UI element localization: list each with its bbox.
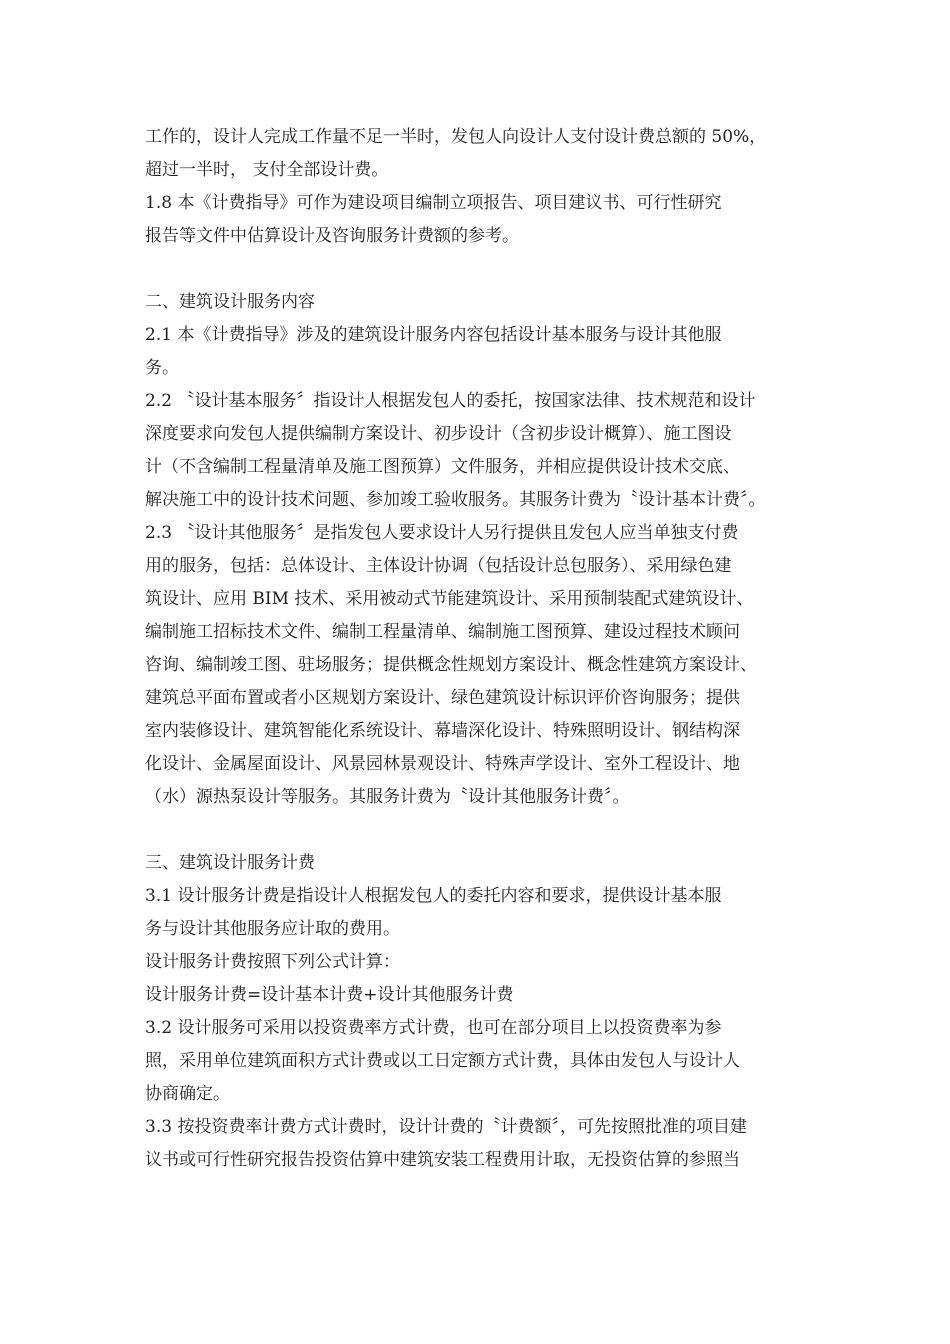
text-line: 议书或可行性研究报告投资估算中建筑安装工程费用计取，无投资估算的参照当: [145, 1150, 740, 1170]
text-line: 编制施工招标技术文件、编制工程量清单、编制施工图预算、建设过程技术顾问: [145, 622, 740, 642]
blank-line: [145, 253, 813, 286]
section-heading: 三、建筑设计服务计费: [145, 853, 315, 873]
formula-line: 设计服务计费=设计基本计费+设计其他服务计费: [145, 985, 514, 1005]
text-line: 解决施工中的设计技术问题、参加竣工验收服务。其服务计费为〝设计基本计费〞。: [145, 490, 766, 510]
text-line: 用的服务，包括：总体设计、主体设计协调（包括设计总包服务）、采用绿色建: [145, 556, 732, 576]
text-line: 协商确定。: [145, 1084, 230, 1104]
text-line: 务。: [145, 358, 179, 378]
text-line: 3.2 设计服务可采用以投资费率方式计费，也可在部分项目上以投资费率为参: [145, 1018, 722, 1038]
text-line: 计（不含编制工程量清单及施工图预算）文件服务，并相应提供设计技术交底、: [145, 457, 740, 477]
text-line: 化设计、金属屋面设计、风景园林景观设计、特殊声学设计、室外工程设计、地: [145, 754, 740, 774]
text-line: 2.1 本《计费指导》涉及的建筑设计服务内容包括设计基本服务与设计其他服: [145, 325, 722, 345]
section-heading: 二、建筑设计服务内容: [145, 292, 315, 312]
text-line: 室内装修设计、建筑智能化系统设计、幕墙深化设计、特殊照明设计、钢结构深: [145, 721, 740, 741]
text-line: 建筑总平面布置或者小区规划方案设计、绿色建筑设计标识评价咨询服务；提供: [145, 688, 740, 708]
text-line: 设计服务计费按照下列公式计算：: [145, 952, 400, 972]
text-line: 3.3 按投资费率计费方式计费时，设计计费的〝计费额〞，可先按照批准的项目建: [145, 1117, 747, 1137]
text-line: 报告等文件中估算设计及咨询服务计费额的参考。: [145, 226, 519, 246]
text-line: 2.3 〝设计其他服务〞是指发包人要求设计人另行提供且发包人应当单独支付费: [145, 523, 739, 543]
text-line: 工作的，设计人完成工作量不足一半时，发包人向设计人支付设计费总额的 50%，: [145, 127, 767, 147]
text-line: 3.1 设计服务计费是指设计人根据发包人的委托内容和要求，提供设计基本服: [145, 886, 722, 906]
text-line: 2.2 〝设计基本服务〞指设计人根据发包人的委托，按国家法律、技术规范和设计: [145, 391, 756, 411]
text-line: 1.8 本《计费指导》可作为建设项目编制立项报告、项目建议书、可行性研究: [145, 193, 722, 213]
document-body: [145, 121, 813, 1177]
text-line: 深度要求向发包人提供编制方案设计、初步设计（含初步设计概算）、施工图设: [145, 424, 732, 444]
blank-line: [145, 814, 813, 847]
text-line: （水）源热泵设计等服务。其服务计费为〝设计其他服务计费〞。: [145, 787, 630, 807]
text-line: 筑设计、应用 BIM 技术、采用被动式节能建筑设计、采用预制装配式建筑设计、: [145, 589, 754, 609]
text-line: 超过一半时， 支付全部设计费。: [145, 160, 389, 180]
text-line: 务与设计其他服务应计取的费用。: [145, 919, 400, 939]
text-line: 咨询、编制竣工图、驻场服务；提供概念性规划方案设计、概念性建筑方案设计、: [145, 655, 757, 675]
text-line: 照，采用单位建筑面积方式计费或以工日定额方式计费，具体由发包人与设计人: [145, 1051, 740, 1071]
